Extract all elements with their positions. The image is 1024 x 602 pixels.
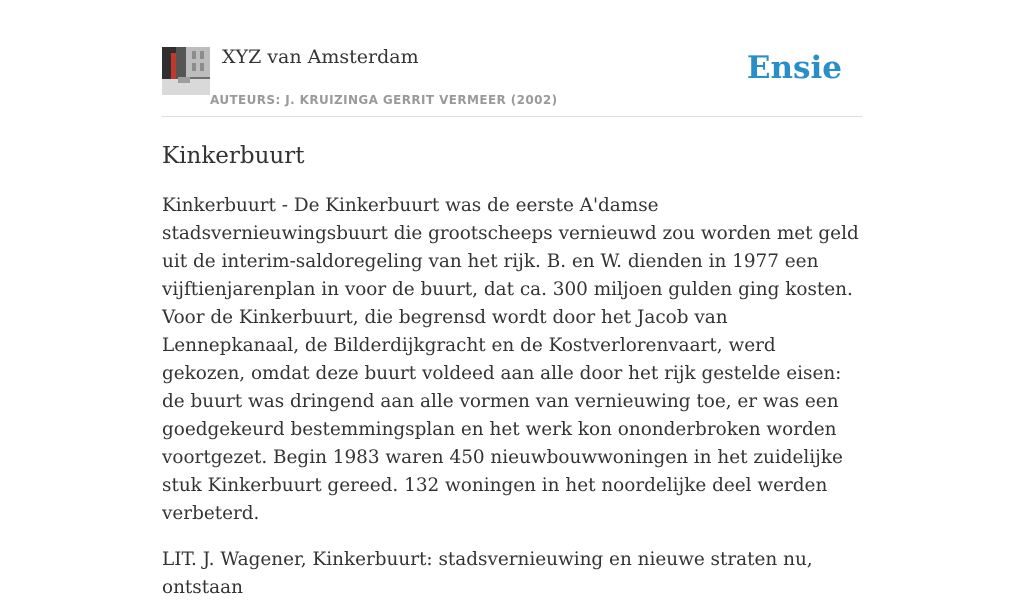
source-authors: AUTEURS: J. KRUIZINGA GERRIT VERMEER (2002) bbox=[210, 93, 558, 107]
page-container bbox=[162, 0, 862, 602]
literature-reference: LIT. J. Wagener, Kinkerbuurt: stadsvernieuwing en nieuwe straten nu, ontstaan bbox=[162, 549, 813, 598]
street-photo-icon bbox=[162, 47, 210, 95]
ensie-logo[interactable]: Ensie bbox=[746, 50, 842, 86]
lemma-title: Kinkerbuurt bbox=[162, 143, 305, 169]
source-header bbox=[162, 0, 862, 117]
definition-text: Kinkerbuurt - De Kinkerbuurt was de eerste A'damse stadsvernieuwingsbuurt die grootscheeps vernieuwd zou worden met geld uit de interim-saldoregeling van het rijk. B. en W. dienden in 1977 een vijftienjarenplan in voor de buurt, dat ca. 300 miljoen gulden ging kosten. Voor de Kinkerbuurt, die begrensd wordt door het Jacob van Lennepkanaal, de Bilderdijkgracht en de Kostverlorenvaart, werd gekozen, omdat deze buurt voldeed aan alle door het rijk gestelde eisen: de buurt was dringend aan alle vormen van vernieuwing toe, er was een goedgekeurd bestemmingsplan en het werk kon ononderbroken worden voortgezet. Begin 1983 waren 450 nieuwbouwwoningen in het zuidelijke stuk Kinkerbuurt gereed. 132 woningen in het noordelijke deel werden verbeterd. bbox=[162, 195, 859, 524]
source-title[interactable]: XYZ van Amsterdam bbox=[222, 46, 419, 68]
source-avatar[interactable] bbox=[162, 47, 210, 95]
